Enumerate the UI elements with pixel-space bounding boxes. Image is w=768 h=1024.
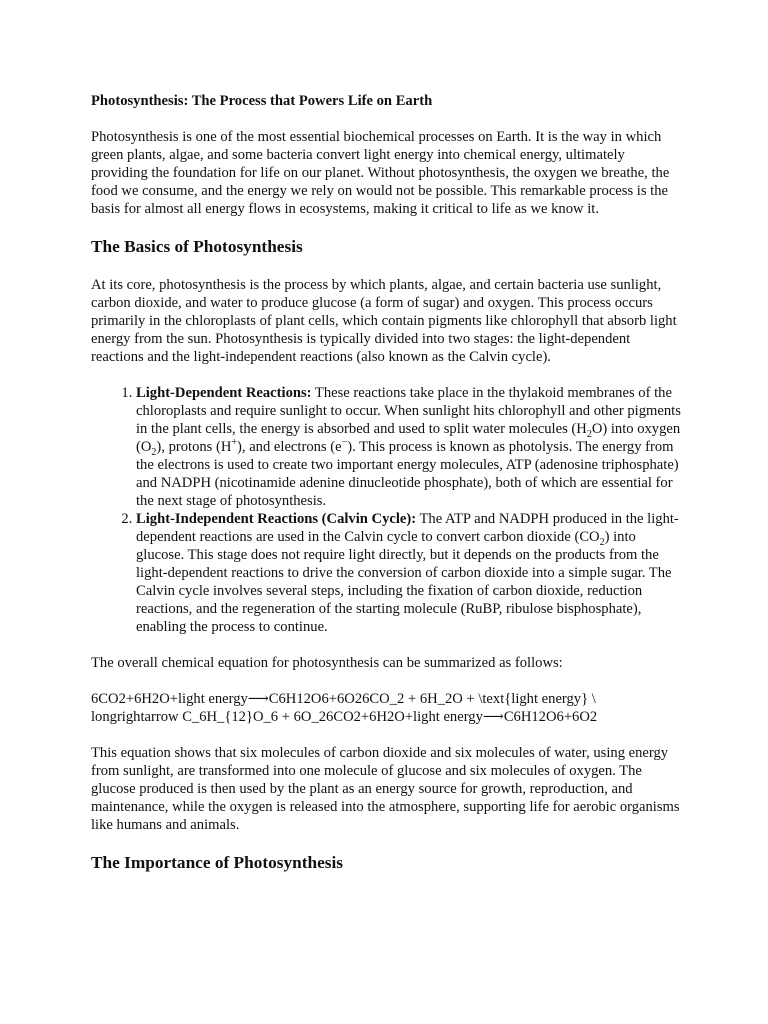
equation-intro: The overall chemical equation for photosynthesis can be summarized as follows: (91, 655, 563, 671)
list-item (136, 510, 681, 636)
list-item-text: These reactions take place in the thylakoid membranes of the chloroplasts and require sunlight to occur. When sunlight hits chlorophyll and other pigments in the plant cells, the energy is absorbed and used to split water molecules (H (136, 385, 681, 437)
list-item-text: ), protons (H (156, 439, 232, 455)
document-page (91, 92, 681, 892)
superscript: − (341, 437, 348, 449)
document-title: Photosynthesis: The Process that Powers Life on Earth (91, 93, 433, 109)
chemical-equation: 6CO2+6H2O+light energy⟶C6H12O6+6O26CO_2 + 6H_2O + \text{light energy} \ longrightarrow C_6H_{12}O_6 + 6O_26CO2+6H2O+light energy⟶C6H12O6+6O2 (91, 691, 598, 725)
basics-paragraph: At its core, photosynthesis is the process by which plants, algae, and certain bacteria use sunlight, carbon dioxide, and water to produce glucose (a form of sugar) and oxygen. This process occurs primarily in the chloroplasts of plant cells, which contain pigments like chlorophyll that absorb light energy from the sun. Photosynthesis is typically divided into two stages: the light-dependent reactions and the light-independent reactions (also known as the Calvin cycle). (91, 277, 677, 365)
reaction-stages-list (91, 384, 681, 636)
list-item-text: O) into oxygen (O (136, 421, 681, 455)
section-heading-basics: The Basics of Photosynthesis (91, 237, 303, 256)
list-item-term: Light-Dependent Reactions: (136, 385, 312, 401)
subscript: 2 (586, 428, 592, 440)
list-item-term: Light-Independent Reactions (Calvin Cycle): (136, 511, 417, 527)
subscript: 2 (599, 536, 605, 548)
section-heading-importance: The Importance of Photosynthesis (91, 853, 344, 872)
list-item-text: ) into glucose. This stage does not require light directly, but it depends on the products from the light-dependent reactions to drive the conversion of carbon dioxide into a simple sugar. The Calvin cycle involves several steps, including the fixation of carbon dioxide, reduction reactions, and the regeneration of the starting molecule (RuBP, ribulose bisphosphate), enabling the process to continue. (136, 529, 672, 635)
list-item-text: The ATP and NADPH produced in the light-dependent reactions are used in the Calvin cycle to convert carbon dioxide (CO (136, 511, 679, 545)
subscript: 2 (151, 446, 157, 458)
equation-explanation: This equation shows that six molecules of carbon dioxide and six molecules of water, using energy from sunlight, are transformed into one molecule of glucose and six molecules of oxygen. The glucose produced is then used by the plant as an energy source for growth, reproduction, and maintenance, while the oxygen is released into the atmosphere, supporting life for aerobic organisms like humans and animals. (91, 745, 680, 833)
superscript: + (231, 437, 238, 449)
list-item-text: ). This process is known as photolysis. The energy from the electrons is used to create two important energy molecules, ATP (adenosine triphosphate) and NADPH (nicotinamide adenine dinucleotide phosphate), both of which are essential for the next stage of photosynthesis. (136, 439, 679, 509)
list-item (136, 384, 681, 510)
list-item-text: ), and electrons (e (237, 439, 342, 455)
intro-paragraph: Photosynthesis is one of the most essential biochemical processes on Earth. It is the way in which green plants, algae, and some bacteria convert light energy into chemical energy, ultimately providing the foundation for life on our planet. Without photosynthesis, the oxygen we breathe, the food we consume, and the energy we rely on would not be possible. This remarkable process is the basis for almost all energy flows in ecosystems, making it critical to life as we know it. (91, 129, 670, 217)
